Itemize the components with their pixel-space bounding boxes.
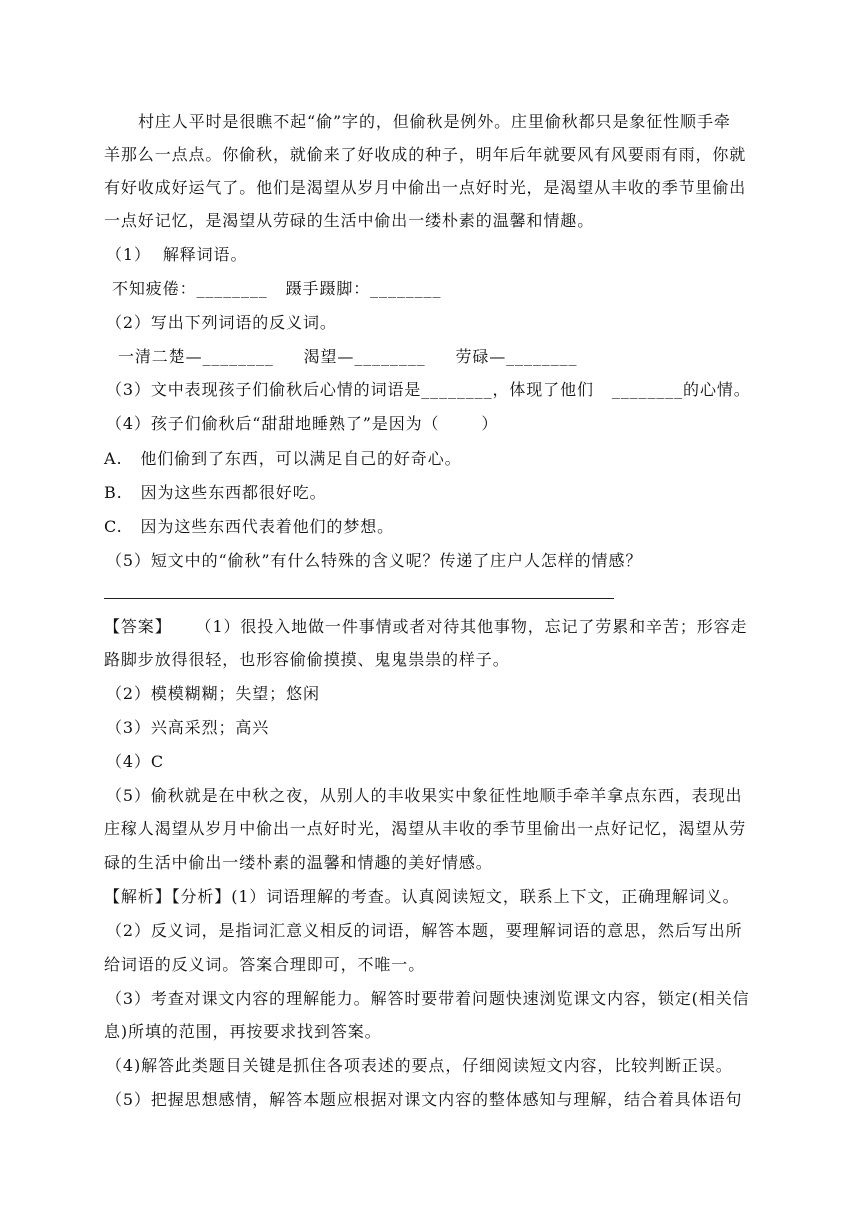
passage-line-1: 村庄人平时是很瞧不起“偷”字的，但偷秋是例外。庄里偷秋都只是象征性顺手牵 xyxy=(138,112,731,131)
question-5: （5）短文中的“偷秋”有什么特殊的含义呢？传递了庄户人怎样的情感？ xyxy=(106,551,643,570)
question-4: （4）孩子们偷秋后“甜甜地睡熟了”是因为（ ） xyxy=(106,414,499,433)
answer-line-8: 碌的生活中偷出一缕朴素的温馨和情趣的美好情感。 xyxy=(104,853,493,872)
answer-line-2: 路脚步放得很轻，也形容偷偷摸摸、鬼鬼祟祟的样子。 xyxy=(104,650,510,669)
answer-line-5: （4）C xyxy=(106,752,165,771)
analysis-line-5: 息)所填的范围，再按要求找到答案。 xyxy=(104,1022,382,1041)
option-b: B. 因为这些东西都很好吃。 xyxy=(104,483,327,502)
section-divider xyxy=(104,598,614,599)
passage-line-3: 有好收成好运气了。他们是渴望从岁月中偷出一点好时光，是渴望从丰收的季节里偷出 xyxy=(104,178,747,197)
option-a: A. 他们偷到了东西，可以满足自己的好奇心。 xyxy=(104,449,462,468)
analysis-line-1: 【解析】【分析】(1）词语理解的考查。认真阅读短文，联系上下文，正确理解词义。 xyxy=(104,887,740,906)
answer-line-3: （2）模模糊糊；失望；悠闲 xyxy=(106,684,320,703)
analysis-line-2: （2）反义词，是指词汇意义相反的词语，解答本题，要理解词语的意思，然后写出所 xyxy=(106,921,743,940)
answer-line-6: （5）偷秋就是在中秋之夜，从别人的丰收果实中象征性地顺手牵羊拿点东西，表现出 xyxy=(106,786,743,805)
question-1-blanks: 不知疲倦：________ 蹑手蹑脚：________ xyxy=(112,279,442,298)
answer-line-1: 【答案】 （1）很投入地做一件事情或者对待其他事物，忘记了劳累和辛苦；形容走 xyxy=(104,617,748,636)
analysis-line-4: （3）考查对课文内容的理解能力。解答时要带着问题快速浏览课文内容，锁定(相关信 xyxy=(106,989,750,1008)
answer-line-7: 庄稼人渴望从岁月中偷出一点好时光，渴望从丰收的季节里偷出一点好记忆，渴望从劳 xyxy=(104,819,747,838)
analysis-line-7: （5）把握思想感情，解答本题应根据对课文内容的整体感知与理解，结合着具体语句 xyxy=(106,1090,743,1109)
passage-line-4: 一点好记忆，是渴望从劳碌的生活中偷出一缕朴素的温馨和情趣。 xyxy=(104,211,595,230)
question-3: （3）文中表现孩子们偷秋后心情的词语是________，体现了他们 ________的心情。 xyxy=(106,380,751,399)
option-c: C. 因为这些东西代表着他们的梦想。 xyxy=(104,517,395,536)
question-2-blanks: 一清二楚—________ 渴望—________ 劳碌—________ xyxy=(112,347,578,366)
passage-line-2: 羊那么一点点。你偷秋，就偷来了好收成的种子，明年后年就要风有风要雨有雨，你就 xyxy=(104,145,747,164)
answer-line-4: （3）兴高采烈；高兴 xyxy=(106,718,270,737)
question-2-heading: （2）写出下列词语的反义词。 xyxy=(106,313,337,332)
analysis-line-6: （4)解答此类题目关键是抓住各项表述的要点，仔细阅读短文内容，比较判断正误。 xyxy=(106,1056,733,1075)
question-1-heading: （1） 解释词语。 xyxy=(106,245,248,264)
analysis-line-3: 给词语的反义词。答案合理即可，不唯一。 xyxy=(104,955,426,974)
